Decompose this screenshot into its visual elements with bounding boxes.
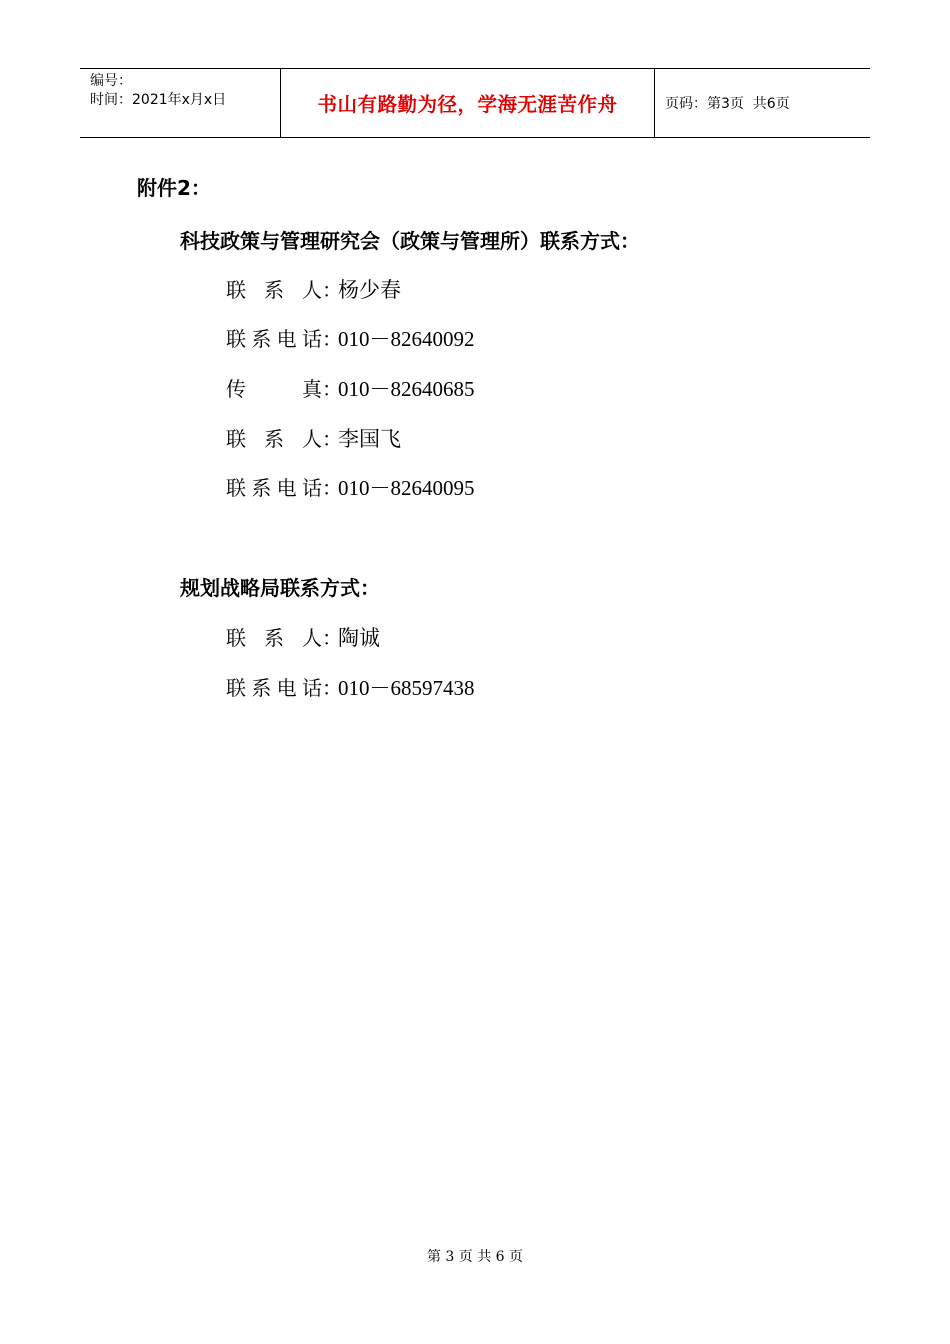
section-title-research-society: 科技政策与管理研究会（政策与管理所）联系方式： — [180, 229, 640, 253]
contact-value: 杨少春 — [338, 278, 401, 302]
contact-line — [226, 274, 401, 304]
contact-label: 联系人 — [226, 278, 322, 302]
contact-value: 010－82640095 — [338, 476, 475, 500]
contact-line — [226, 323, 475, 353]
document-time-label: 时间：2021年x月x日 — [90, 92, 227, 108]
contact-value: 010－82640685 — [338, 377, 475, 401]
contact-label: 联系人 — [226, 427, 322, 451]
contact-value: 010－68597438 — [338, 676, 475, 700]
contact-line — [226, 472, 475, 502]
contact-label: 联系电话 — [226, 327, 322, 351]
contact-line — [226, 622, 380, 652]
contact-line — [226, 672, 475, 702]
contact-line — [226, 373, 475, 403]
contact-value: 李国飞 — [338, 427, 401, 451]
attachment-title: 附件2： — [137, 176, 211, 200]
contact-label: 联系电话 — [226, 476, 322, 500]
page-header — [80, 68, 870, 138]
header-meta — [80, 69, 281, 137]
header-motto: 书山有路勤为径，学海无涯苦作舟 — [281, 69, 655, 137]
contact-value: 陶诚 — [338, 626, 380, 650]
document-number-label: 编号： — [90, 73, 132, 89]
contact-colon: ： — [322, 626, 342, 650]
contact-label: 联系电话 — [226, 676, 322, 700]
contact-colon: ： — [322, 676, 342, 700]
contact-colon: ： — [322, 327, 342, 351]
contact-colon: ： — [322, 476, 342, 500]
contact-line — [226, 423, 401, 453]
header-page-info: 页码：第3页 共6页 — [665, 96, 790, 112]
contact-colon: ： — [322, 278, 342, 302]
contact-label: 传真 — [226, 377, 322, 401]
contact-label: 联系人 — [226, 626, 322, 650]
contact-colon: ： — [322, 427, 342, 451]
page-footer: 第 3 页 共 6 页 — [426, 1249, 524, 1265]
contact-colon: ： — [322, 377, 342, 401]
section-title-planning-bureau: 规划战略局联系方式： — [180, 576, 380, 600]
contact-value: 010－82640092 — [338, 327, 475, 351]
